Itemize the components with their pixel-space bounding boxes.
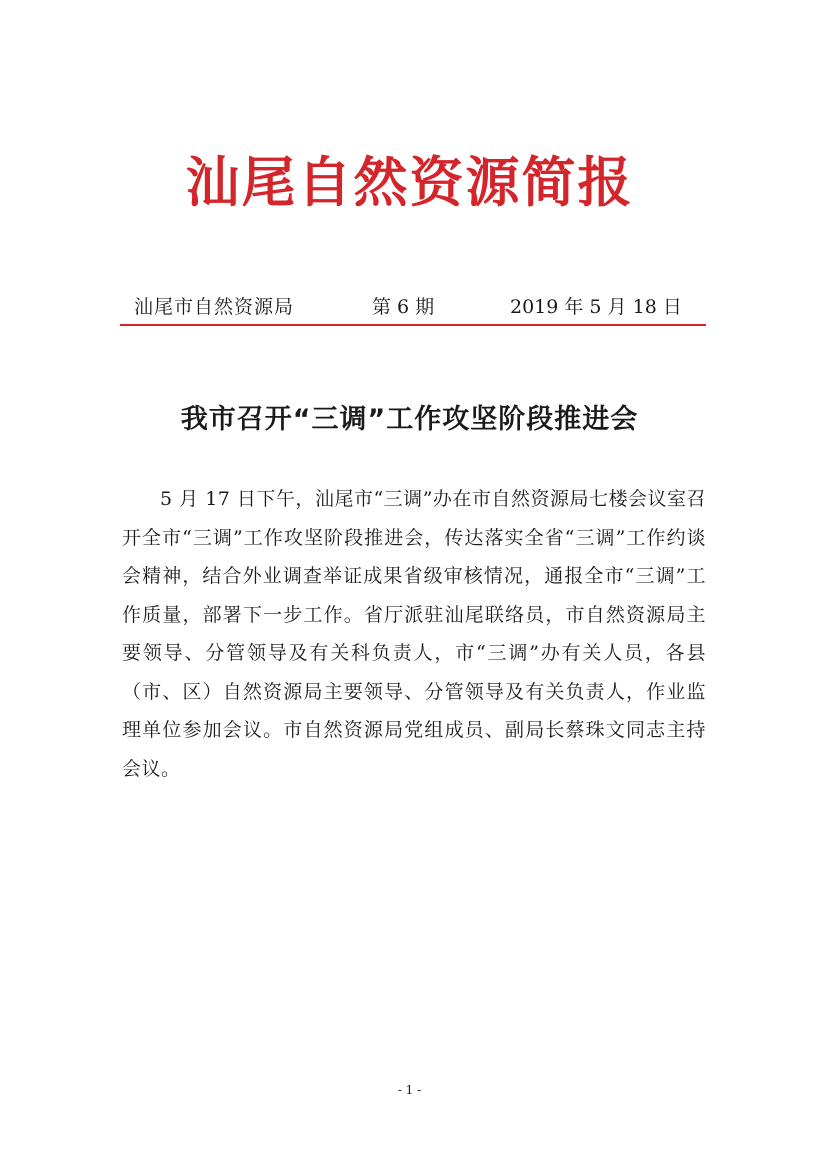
page-number: - 1 - <box>397 1083 422 1097</box>
article-body: 5 月 17 日下午，汕尾市“三调”办在市自然资源局七楼会议室召开全市“三调”工作攻坚阶段推进会，传达落实全省“三调”工作约谈会精神，结合外业调查举证成果省级审核情况，通报全市“三调”工作质量，部署下一步工作。省厅派驻汕尾联络员，市自然资源局主要领导、分管领导及有关科负责人，市“三调”办有关人员，各县（市、区）自然资源局主要领导、分管领导及有关负责人，作业监理单位参加会议。市自然资源局党组成员、副局长蔡珠文同志主持会议。 <box>122 488 706 780</box>
bulletin-masthead-title: 汕尾自然资源简报 <box>185 151 634 214</box>
issue-info-line <box>134 293 704 321</box>
red-divider-rule <box>120 324 706 326</box>
issue-date: 2019 年 5 月 18 日 <box>510 296 682 318</box>
issue-number: 第 6 期 <box>372 296 435 318</box>
issue-publisher: 汕尾市自然资源局 <box>134 296 295 318</box>
article-headline: 我市召开“三调”工作攻坚阶段推进会 <box>180 404 639 435</box>
